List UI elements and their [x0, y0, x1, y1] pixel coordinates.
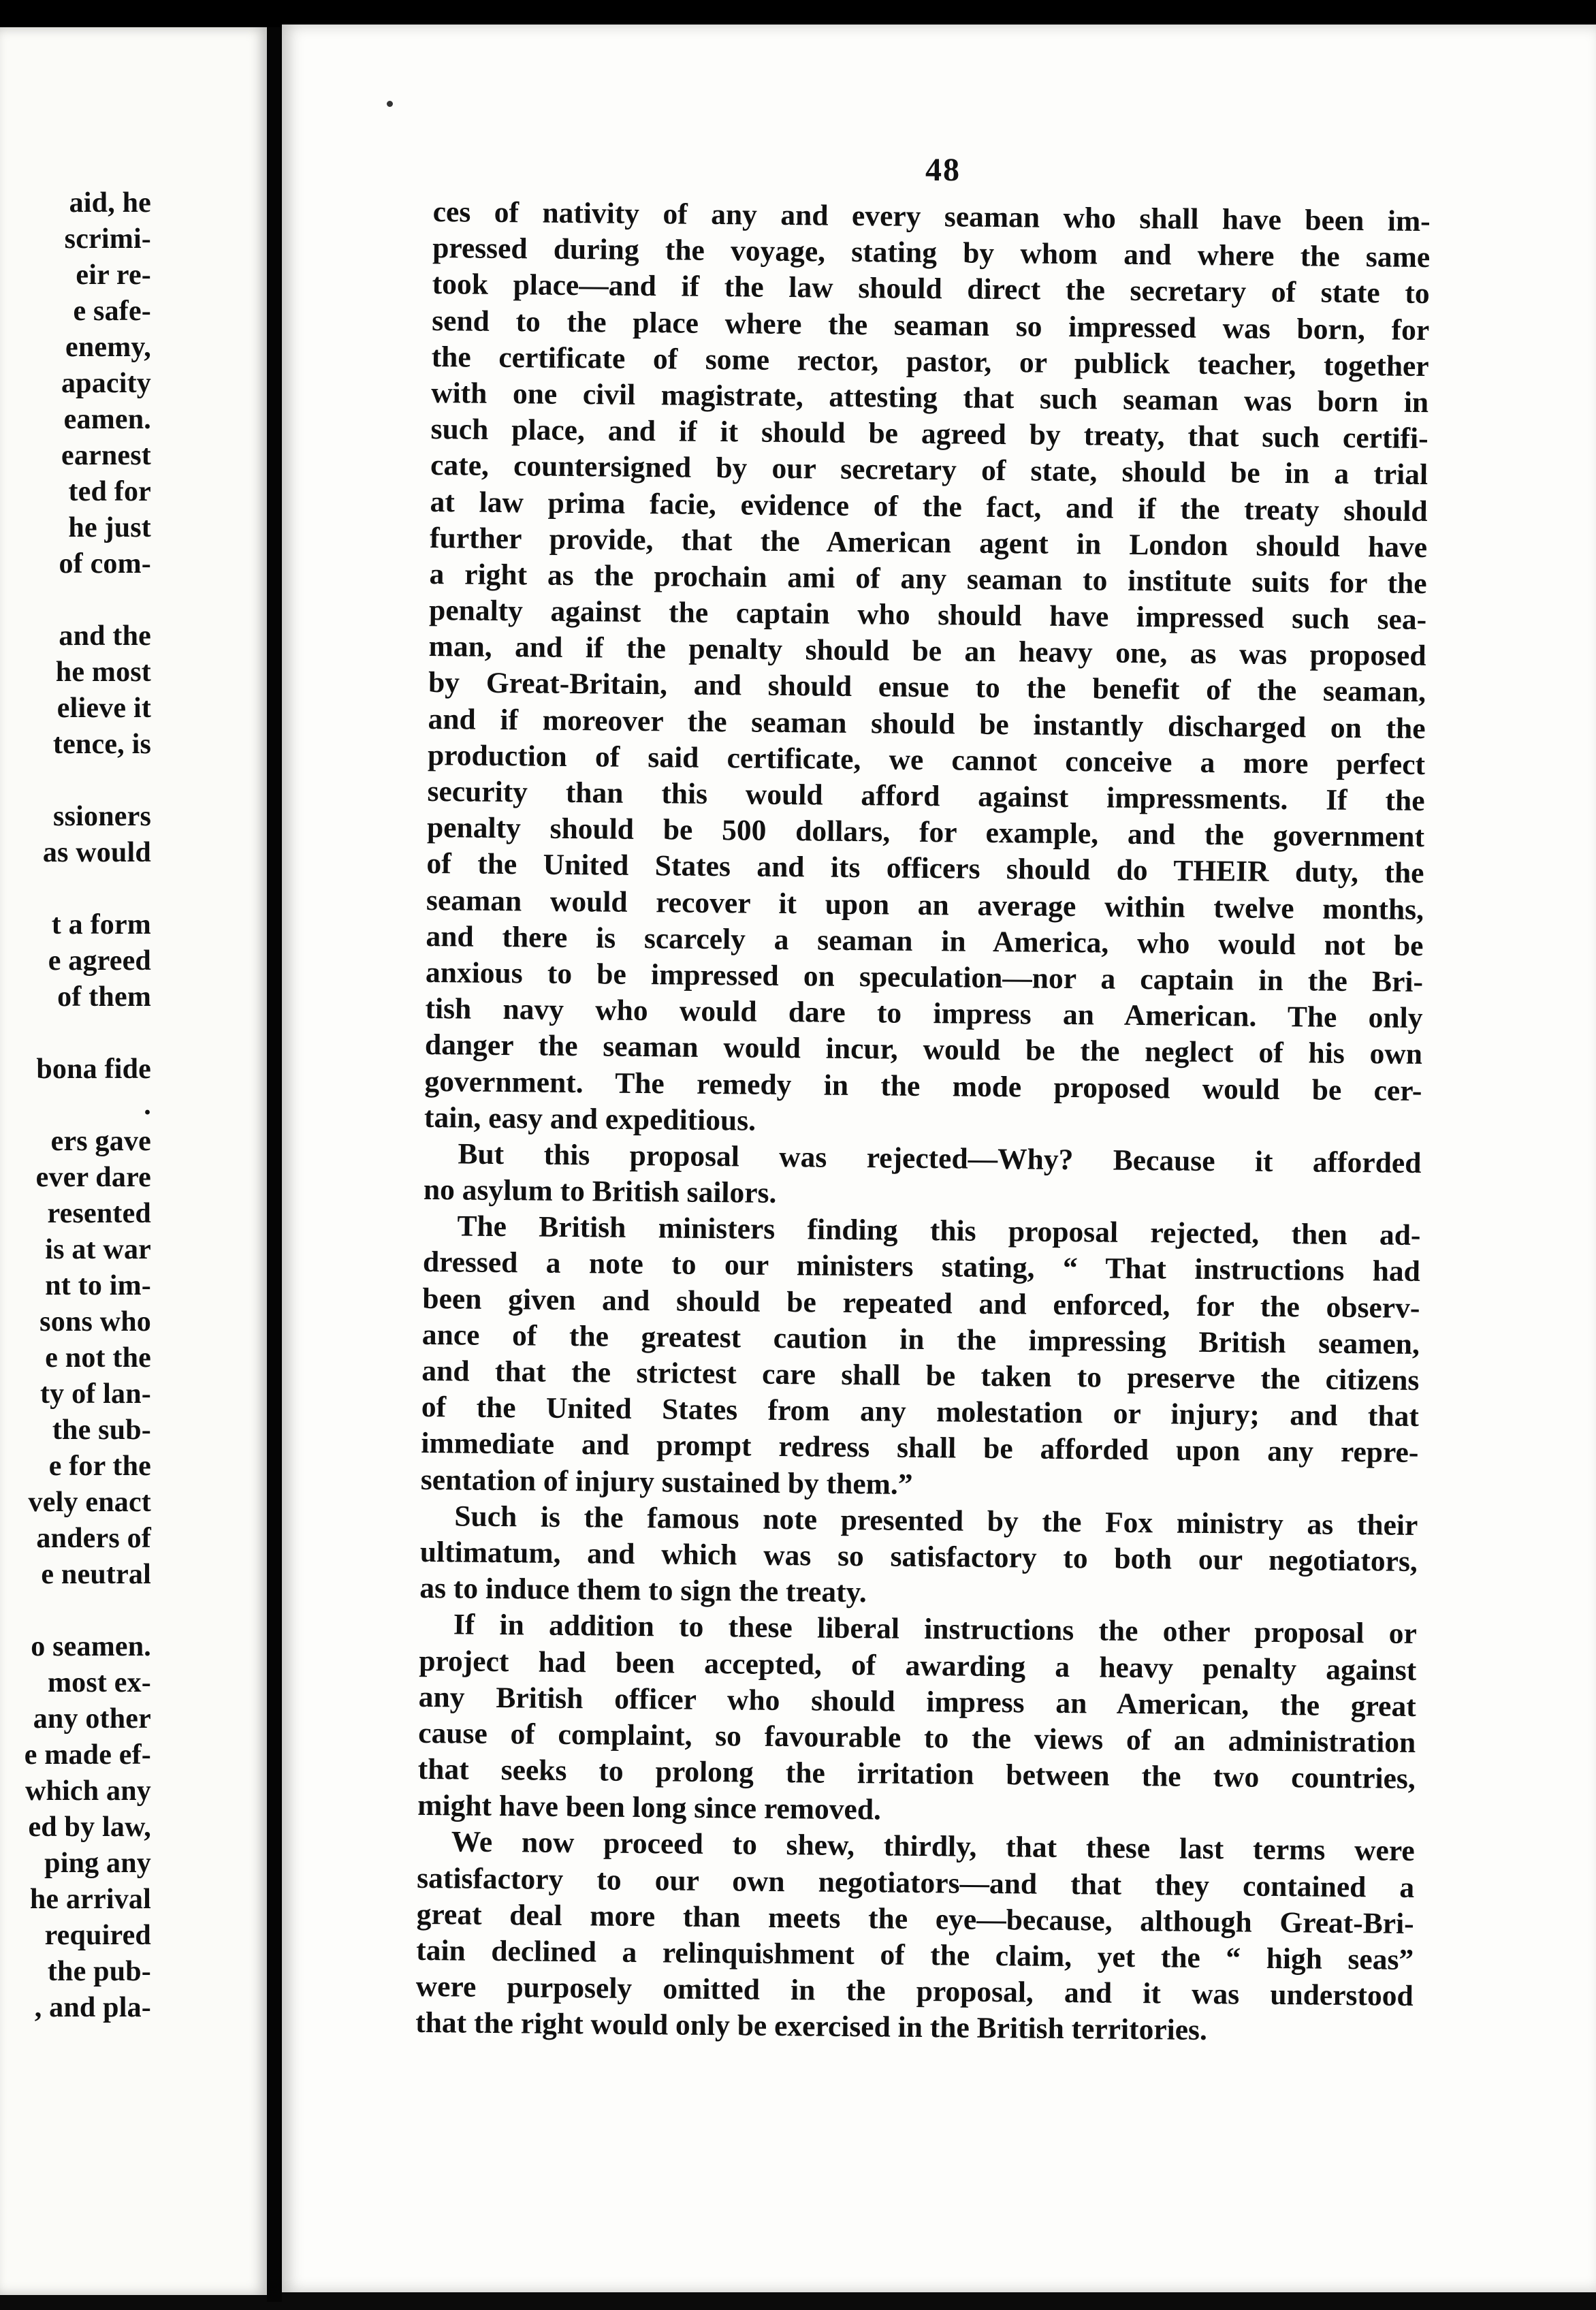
left-page-line: sons who [39, 1306, 151, 1338]
left-page-line: the sub- [52, 1414, 151, 1446]
text-line: security than this would afford against impressments. If the [427, 774, 1425, 818]
left-page-line: , and pla- [34, 1992, 151, 2023]
text-line: might have been long since removed. [417, 1789, 882, 1826]
left-page-line [0, 871, 151, 907]
left-page-line: which any [25, 1775, 151, 1807]
left-page-line: ted for [68, 476, 151, 507]
left-page-line: eir re- [76, 259, 151, 291]
text-line: dressed a note to our ministers stating, “ That instructions had [422, 1246, 1421, 1288]
text-line: pressed during the voyage, stating by whom and where the same [432, 232, 1431, 274]
left-page-line: t a form [51, 909, 151, 940]
left-page-line [0, 763, 151, 799]
text-line: such place, and if it should be agreed by treaty, that such certifi- [430, 413, 1429, 456]
text-line: cate, countersigned by our secretary of state, should be in a trial [430, 449, 1429, 492]
left-page-line: the pub- [47, 1956, 151, 1987]
left-page-line: ping any [44, 1848, 151, 1879]
left-page-line: as would [42, 837, 151, 868]
left-page-line: anders of [36, 1523, 151, 1554]
left-page-line: vely enact [28, 1487, 151, 1518]
paragraph [419, 1498, 1418, 1617]
text-line: tain declined a relinquishment of the claim, yet the “ high seas” [416, 1933, 1414, 1976]
left-page-line: any other [33, 1703, 151, 1735]
left-page-line: e not the [45, 1342, 151, 1374]
text-line: project had been accepted, of awarding a heavy penalty against [419, 1644, 1417, 1687]
text-line: further provide, that the American agent in London should have [429, 521, 1428, 564]
text-line: cause of complaint, so favourable to the views of an administration [418, 1716, 1416, 1759]
text-line: We now proceed to shew, thirdly, that these last terms were [451, 1825, 1415, 1868]
left-page-line: most ex- [47, 1667, 151, 1698]
text-line: production of said certificate, we cannot conceive a more perfect [427, 738, 1426, 781]
text-line: seaman would recover it upon an average within twelve months, [426, 883, 1424, 926]
text-line: penalty against the captain who should have impressed such sea- [428, 594, 1427, 637]
text-line: tain, easy and expeditious. [424, 1101, 756, 1137]
left-page-line: he just [68, 512, 151, 543]
paragraph [421, 1208, 1421, 1508]
text-line: great deal more than meets the eye—because, although Great-Bri- [416, 1897, 1414, 1940]
left-page-line: . [144, 1090, 151, 1121]
left-page-line: of them [57, 981, 151, 1013]
paragraph [424, 1136, 1422, 1218]
text-line: Such is the famous note presented by the Fox ministry as their [454, 1500, 1418, 1542]
left-page-line: earnest [61, 440, 151, 471]
left-page-line: is at war [45, 1234, 151, 1265]
left-page-line: ed by law, [28, 1811, 151, 1843]
text-line: any British officer who should impress an American, the great [418, 1680, 1416, 1723]
text-line: of the United States and its officers should do THEIR duty, the [426, 847, 1424, 890]
text-line: the certificate of some rector, pastor, or publick teacher, together [431, 340, 1429, 383]
left-page-line: eamen. [63, 404, 151, 435]
left-page [0, 27, 267, 2295]
paragraph [417, 1607, 1417, 1833]
text-line: If in addition to these liberal instructions the other proposal or [453, 1608, 1418, 1651]
text-line: were purposely omitted in the proposal, and it was understood [415, 1970, 1414, 2013]
text-line: immediate and prompt redress shall be afforded upon any repre- [421, 1427, 1419, 1470]
text-line: But this proposal was rejected—Why? Because it afforded [458, 1137, 1422, 1180]
left-page-line: enemy, [65, 332, 151, 363]
text-line: took place—and if the law should direct the secretary of state to [432, 268, 1430, 311]
text-line: ces of nativity of any and every seaman who shall have been im- [432, 195, 1431, 238]
text-line: satisfactory to our own negotiators—and that they contained a [417, 1861, 1415, 1904]
left-page-line: nt to im- [45, 1270, 151, 1301]
text-line: ultimatum, and which was so satisfactory to both our negotiators, [419, 1535, 1418, 1578]
text-line: no asylum to British sailors. [423, 1173, 777, 1209]
text-line: penalty should be 500 dollars, for example, and the government [426, 811, 1425, 854]
text-line: a right as the prochain ami of any seaman to institute suits for the [429, 557, 1427, 600]
left-page-line: he most [55, 656, 151, 688]
paragraph [424, 194, 1431, 1145]
body-text [415, 194, 1431, 2051]
left-page-line: ers gave [50, 1126, 151, 1157]
left-page-line: e safe- [73, 296, 151, 327]
left-page-line [0, 1015, 151, 1051]
left-page-line: scrimi- [64, 223, 151, 255]
page-number: 48 [925, 152, 961, 188]
text-line: danger the seaman would incur, would be the neglect of his own [424, 1028, 1423, 1071]
text-line: at law prima facie, evidence of the fact, and if the treaty should [430, 485, 1428, 528]
left-page-line: ty of lan- [40, 1378, 151, 1410]
left-page-line: e neutral [41, 1559, 151, 1590]
left-page-line: he arrival [29, 1884, 151, 1915]
left-page-line: e for the [48, 1451, 151, 1482]
text-line: ance of the greatest caution in the impressing British seamen, [421, 1318, 1420, 1361]
left-page-line: tence, is [52, 729, 151, 760]
left-page-line [0, 1593, 151, 1629]
left-page-line: ssioners [53, 801, 151, 832]
ink-speck [387, 101, 393, 107]
text-line: anxious to be impressed on speculation—nor a captain in the Bri- [425, 955, 1424, 998]
text-line: sentation of injury sustained by them.” [420, 1463, 913, 1501]
left-page-line: elieve it [57, 693, 151, 724]
left-page-line: of com- [59, 548, 151, 580]
text-line: that the right would only be exercised in the British territories. [415, 2006, 1208, 2047]
text-line: send to the place where the seaman so impressed was born, for [431, 304, 1430, 347]
left-page-line: required [44, 1920, 151, 1951]
text-line: by Great-Britain, and should ensue to the benefit of the seaman, [428, 666, 1426, 709]
left-page-line: o seamen. [31, 1631, 151, 1662]
left-page-line: bona fide [36, 1054, 151, 1085]
text-line: and there is scarcely a seaman in America, who would not be [426, 919, 1424, 962]
text-line: as to induce them to sign the treaty. [419, 1572, 867, 1609]
text-line: that seeks to prolong the irritation between the two countries, [417, 1752, 1416, 1796]
book-gutter [267, 27, 282, 2302]
left-page-line: resented [47, 1198, 151, 1229]
text-line: The British ministers finding this proposal rejected, then ad- [457, 1209, 1421, 1252]
text-line: tish navy who would dare to impress an American. The only [425, 992, 1423, 1035]
left-page-line: ever dare [35, 1162, 151, 1193]
left-page-line [0, 582, 151, 618]
text-line: man, and if the penalty should be an heavy one, as was proposed [428, 630, 1426, 673]
text-line: of the United States from any molestation or injury; and that [421, 1391, 1420, 1434]
text-line: government. The remedy in the mode proposed would be cer- [424, 1064, 1422, 1107]
text-line: and if moreover the seaman should be instantly discharged on the [428, 702, 1426, 745]
left-page-line: aid, he [69, 187, 151, 219]
text-line: and that the strictest care shall be taken to preserve the citizens [421, 1354, 1420, 1397]
paragraph [415, 1824, 1415, 2051]
left-page-text [0, 185, 151, 2026]
left-page-line: and the [59, 620, 151, 652]
left-page-line: e made ef- [24, 1739, 151, 1771]
text-line: been given and should be repeated and enforced, for the observ- [422, 1282, 1420, 1325]
left-page-line: e agreed [48, 945, 151, 977]
left-page-line: apacity [61, 368, 151, 399]
text-line: with one civil magistrate, attesting that such seaman was born in [430, 376, 1429, 419]
